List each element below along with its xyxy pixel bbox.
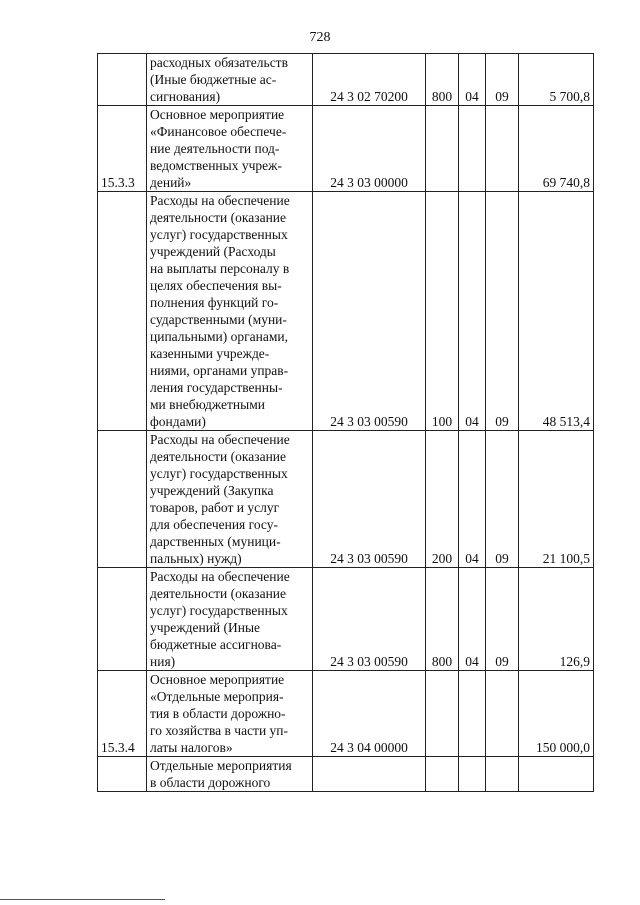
item-name-line: услуг) государственных [150,466,288,481]
target-article-cell: 24 3 03 00590 [313,431,426,568]
section-cell: 04 [459,431,486,568]
budget-table [97,53,594,792]
item-name-line: учреждений (Расходы [150,244,276,259]
subsection-cell [486,106,519,192]
expense-type-cell: 800 [426,54,459,106]
amount-cell: 5 700,8 [519,54,594,106]
table-row [98,671,594,757]
item-number-cell [98,54,147,106]
item-name-line: деятельности (оказание [150,210,287,225]
item-name-line: ние деятельности под- [150,141,280,156]
item-name-line: товаров, работ и услуг [150,500,280,515]
item-name-line: Отдельные мероприятия [150,758,292,773]
item-name-line: казенными учрежде- [150,346,270,361]
expense-type-cell [426,671,459,757]
expense-type-cell: 200 [426,431,459,568]
amount-cell: 126,9 [519,568,594,671]
item-name-line: учреждений (Иные [150,620,261,635]
footnote-divider [0,899,165,900]
item-name-line: полнения функций го- [150,295,279,310]
table-row [98,54,594,106]
item-name-line: деятельности (оказание [150,449,287,464]
amount-cell: 21 100,5 [519,431,594,568]
item-name-cell [147,192,313,431]
item-name-line: услуг) государственных [150,227,288,242]
item-name-cell [147,671,313,757]
item-name-line: Основное мероприятие [150,672,285,687]
item-name-line: тия в области дорожно- [150,706,286,721]
item-name-line: Расходы на обеспечение [150,432,290,447]
amount-cell: 48 513,4 [519,192,594,431]
target-article-cell [313,757,426,792]
item-name-line: бюджетные ассигнова- [150,637,282,652]
target-article-cell: 24 3 03 00590 [313,568,426,671]
target-article-cell: 24 3 03 00590 [313,192,426,431]
item-name-line: в области дорожного [150,775,271,790]
item-name-line: сигнования) [150,89,221,104]
item-name-line: ведомственных учреж- [150,158,282,173]
item-name-line: ниями, органами управ- [150,363,289,378]
page-number: 728 [309,30,331,45]
item-name-line: (Иные бюджетные ас- [150,72,277,87]
amount-cell [519,757,594,792]
section-cell [459,106,486,192]
item-name-cell [147,757,313,792]
item-name-line: деятельности (оказание [150,586,287,601]
item-name-line: сударственными (муни- [150,312,287,327]
expense-type-cell: 800 [426,568,459,671]
item-name-line: Расходы на обеспечение [150,569,290,584]
target-article-cell: 24 3 03 00000 [313,106,426,192]
item-name-cell [147,54,313,106]
item-name-cell [147,106,313,192]
item-name-line: «Отдельные мероприя- [150,689,284,704]
item-name-line: «Финансовое обеспече- [150,124,287,139]
amount-cell: 69 740,8 [519,106,594,192]
subsection-cell: 09 [486,192,519,431]
table-row [98,568,594,671]
item-name-line: го хозяйства в части уп- [150,723,289,738]
item-number-cell [98,757,147,792]
item-name-line: на выплаты персоналу в [150,261,290,276]
item-name-line: дарственных (муници- [150,534,281,549]
item-name-cell [147,568,313,671]
item-name-line: расходных обязательств [150,55,288,70]
expense-type-cell [426,757,459,792]
item-name-line: ния) [150,654,176,669]
subsection-cell [486,757,519,792]
item-name-line: ципальными) органами, [150,329,288,344]
item-name-cell [147,431,313,568]
target-article-cell: 24 3 02 70200 [313,54,426,106]
item-name-line: латы налогов» [150,740,233,755]
item-name-line: услуг) государственных [150,603,288,618]
table-row [98,192,594,431]
expense-type-cell [426,106,459,192]
table-row [98,106,594,192]
subsection-cell [486,671,519,757]
item-name-line: ми внебюджетными [150,397,265,412]
amount-cell: 150 000,0 [519,671,594,757]
item-number-cell: 15.3.4 [98,671,147,757]
section-cell [459,757,486,792]
item-name-line: фондами) [150,414,206,429]
section-cell: 04 [459,54,486,106]
item-name-line: ления государственны- [150,380,283,395]
subsection-cell: 09 [486,568,519,671]
section-cell [459,671,486,757]
table-row [98,757,594,792]
item-number-cell: 15.3.3 [98,106,147,192]
item-number-cell [98,192,147,431]
item-number-cell [98,568,147,671]
item-name-line: для обеспечения госу- [150,517,278,532]
subsection-cell: 09 [486,431,519,568]
item-name-line: целях обеспечения вы- [150,278,282,293]
section-cell: 04 [459,568,486,671]
item-name-line: дений» [150,175,192,190]
target-article-cell: 24 3 04 00000 [313,671,426,757]
expense-type-cell: 100 [426,192,459,431]
table-row [98,431,594,568]
item-name-line: пальных) нужд) [150,551,242,566]
item-name-line: Основное мероприятие [150,107,285,122]
subsection-cell: 09 [486,54,519,106]
item-name-line: учреждений (Закупка [150,483,274,498]
item-number-cell [98,431,147,568]
item-name-line: Расходы на обеспечение [150,193,290,208]
section-cell: 04 [459,192,486,431]
